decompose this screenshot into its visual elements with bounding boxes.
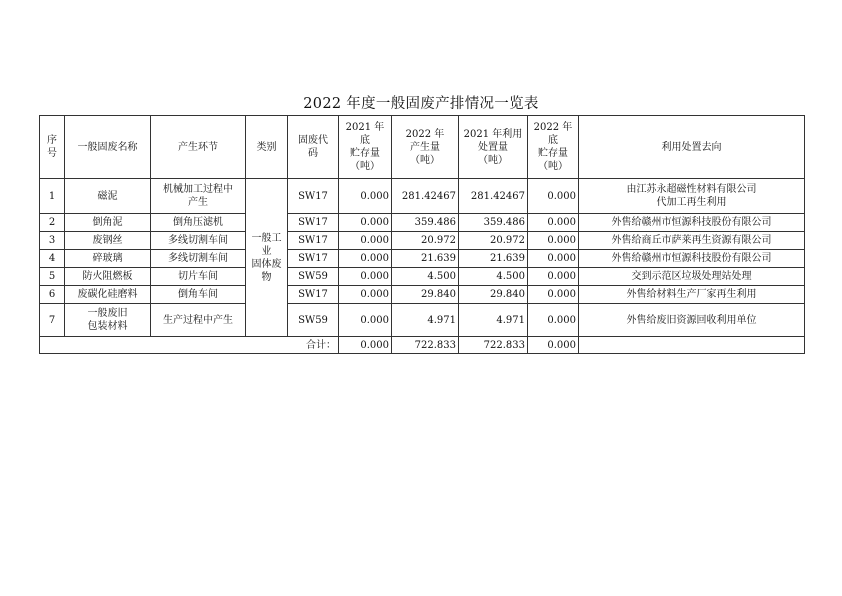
cell-code: SW17 [288,179,339,214]
cell-util-2021: 4.500 [459,268,528,286]
cell-process: 倒角压滤机 [151,214,246,232]
solid-waste-table [39,115,805,354]
cell-stock-2022: 0.000 [528,268,579,286]
cell-process: 生产过程中产生 [151,304,246,337]
cell-produce-2022: 4.500 [392,268,459,286]
table-row [40,250,805,268]
cell-stock-2022: 0.000 [528,232,579,250]
table-row [40,232,805,250]
cell-destination: 交到示范区垃圾处理站处理 [579,268,805,286]
cell-code: SW59 [288,304,339,337]
table-row [40,179,805,214]
cell-seq: 5 [40,268,65,286]
cell-process: 多线切割车间 [151,232,246,250]
cell-stock-2021: 0.000 [339,179,392,214]
cell-category: 一般工 业 固体废 物 [246,179,288,337]
cell-name: 一般废旧 包装材料 [65,304,151,337]
cell-stock-2022: 0.000 [528,250,579,268]
cell-util-2021: 21.639 [459,250,528,268]
cell-seq: 6 [40,286,65,304]
header-category: 类别 [246,116,288,179]
cell-name: 磁泥 [65,179,151,214]
table-row [40,214,805,232]
cell-destination: 外售给废旧资源回收利用单位 [579,304,805,337]
cell-process: 切片车间 [151,268,246,286]
cell-produce-2022: 29.840 [392,286,459,304]
document-title: 2022 年度一般固废产排情况一览表 [303,96,539,112]
header-util-2021: 2021 年利用 处置量 （吨） [459,116,528,179]
header-row [40,116,805,179]
cell-produce-2022: 20.972 [392,232,459,250]
cell-stock-2021: 0.000 [339,268,392,286]
cell-util-2021: 359.486 [459,214,528,232]
total-stock-2021: 0.000 [339,337,392,354]
total-label: 合计： [40,337,339,354]
cell-seq: 1 [40,179,65,214]
header-stock-2022: 2022 年 底 贮存量 （吨） [528,116,579,179]
cell-code: SW59 [288,268,339,286]
cell-destination: 外售给材料生产厂家再生利用 [579,286,805,304]
cell-destination: 外售给赣州市恒源科技股份有限公司 [579,250,805,268]
cell-code: SW17 [288,250,339,268]
cell-name: 碎玻璃 [65,250,151,268]
cell-stock-2022: 0.000 [528,304,579,337]
table-row [40,268,805,286]
cell-produce-2022: 21.639 [392,250,459,268]
cell-name: 废钢丝 [65,232,151,250]
cell-stock-2021: 0.000 [339,304,392,337]
header-code: 固废代 码 [288,116,339,179]
header-produce-2022: 2022 年 产生量 （吨） [392,116,459,179]
cell-destination: 外售给赣州市恒源科技股份有限公司 [579,214,805,232]
cell-process: 机械加工过程中 产生 [151,179,246,214]
header-name: 一般固废名称 [65,116,151,179]
cell-destination: 由江苏永超磁性材料有限公司 代加工再生利用 [579,179,805,214]
header-stock-2021: 2021 年 底 贮存量 （吨） [339,116,392,179]
header-seq: 序 号 [40,116,65,179]
total-row [40,337,805,354]
cell-util-2021: 4.971 [459,304,528,337]
cell-stock-2021: 0.000 [339,250,392,268]
cell-name: 废碳化硅磨料 [65,286,151,304]
cell-seq: 2 [40,214,65,232]
cell-util-2021: 281.42467 [459,179,528,214]
cell-destination: 外售给商丘市萨莱再生资源有限公司 [579,232,805,250]
cell-seq: 7 [40,304,65,337]
cell-name: 倒角泥 [65,214,151,232]
cell-stock-2021: 0.000 [339,232,392,250]
total-destination [579,337,805,354]
cell-code: SW17 [288,232,339,250]
table-row [40,304,805,337]
cell-util-2021: 20.972 [459,232,528,250]
cell-produce-2022: 359.486 [392,214,459,232]
cell-produce-2022: 4.971 [392,304,459,337]
cell-stock-2022: 0.000 [528,214,579,232]
cell-name: 防火阻燃板 [65,268,151,286]
total-produce-2022: 722.833 [392,337,459,354]
cell-seq: 4 [40,250,65,268]
header-process: 产生环节 [151,116,246,179]
total-util-2021: 722.833 [459,337,528,354]
table-row [40,286,805,304]
cell-stock-2021: 0.000 [339,286,392,304]
total-stock-2022: 0.000 [528,337,579,354]
cell-stock-2021: 0.000 [339,214,392,232]
cell-process: 多线切割车间 [151,250,246,268]
cell-produce-2022: 281.42467 [392,179,459,214]
cell-stock-2022: 0.000 [528,179,579,214]
cell-process: 倒角车间 [151,286,246,304]
cell-util-2021: 29.840 [459,286,528,304]
cell-stock-2022: 0.000 [528,286,579,304]
cell-code: SW17 [288,286,339,304]
header-destination: 利用处置去向 [579,116,805,179]
cell-code: SW17 [288,214,339,232]
cell-seq: 3 [40,232,65,250]
